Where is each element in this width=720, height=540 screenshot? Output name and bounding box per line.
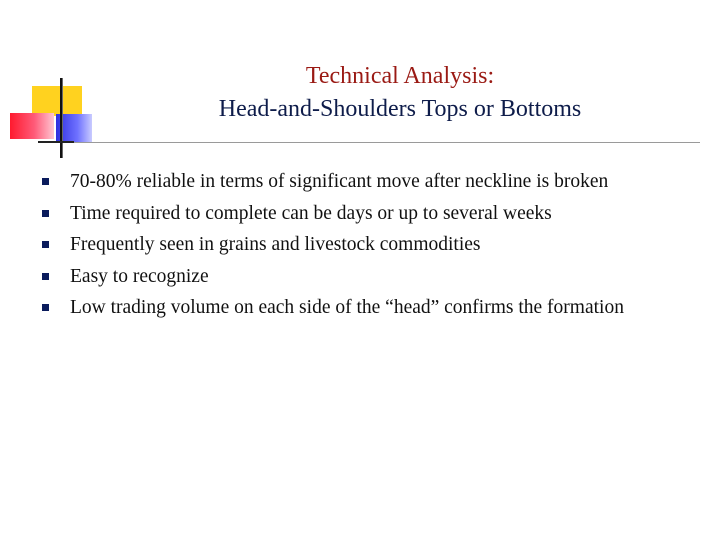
slide-title-line-1: Technical Analysis: — [305, 63, 495, 89]
bullet-item — [40, 229, 712, 261]
bullet-text: Low trading volume on each side of the “head” confirms the formation — [70, 297, 624, 318]
bullet-list — [40, 166, 712, 324]
square-bullet-icon — [42, 210, 49, 217]
bullet-item — [40, 261, 712, 293]
slide-title — [100, 60, 700, 126]
square-bullet-icon — [42, 178, 49, 185]
logo-red-square — [10, 113, 54, 139]
bullet-text: Frequently seen in grains and livestock commodities — [70, 234, 481, 255]
square-bullet-icon — [42, 241, 49, 248]
bullet-text: Easy to recognize — [70, 265, 209, 287]
bullet-item — [40, 292, 712, 324]
slide-title-line-2: Head-and-Shoulders Tops or Bottoms — [218, 96, 582, 122]
square-bullet-icon — [42, 304, 49, 311]
bullet-item — [40, 166, 712, 198]
bullet-item — [40, 198, 712, 230]
title-underline-accent — [38, 141, 74, 143]
square-bullet-icon — [42, 273, 49, 280]
bullet-text: 70-80% reliable in terms of significant move after neckline is broken — [70, 171, 609, 192]
bullet-text: Time required to complete can be days or up to several weeks — [70, 202, 552, 224]
logo-yellow-square — [32, 86, 82, 116]
title-underline-rule — [38, 142, 700, 143]
logo-vertical-rule-shadow — [62, 78, 63, 158]
